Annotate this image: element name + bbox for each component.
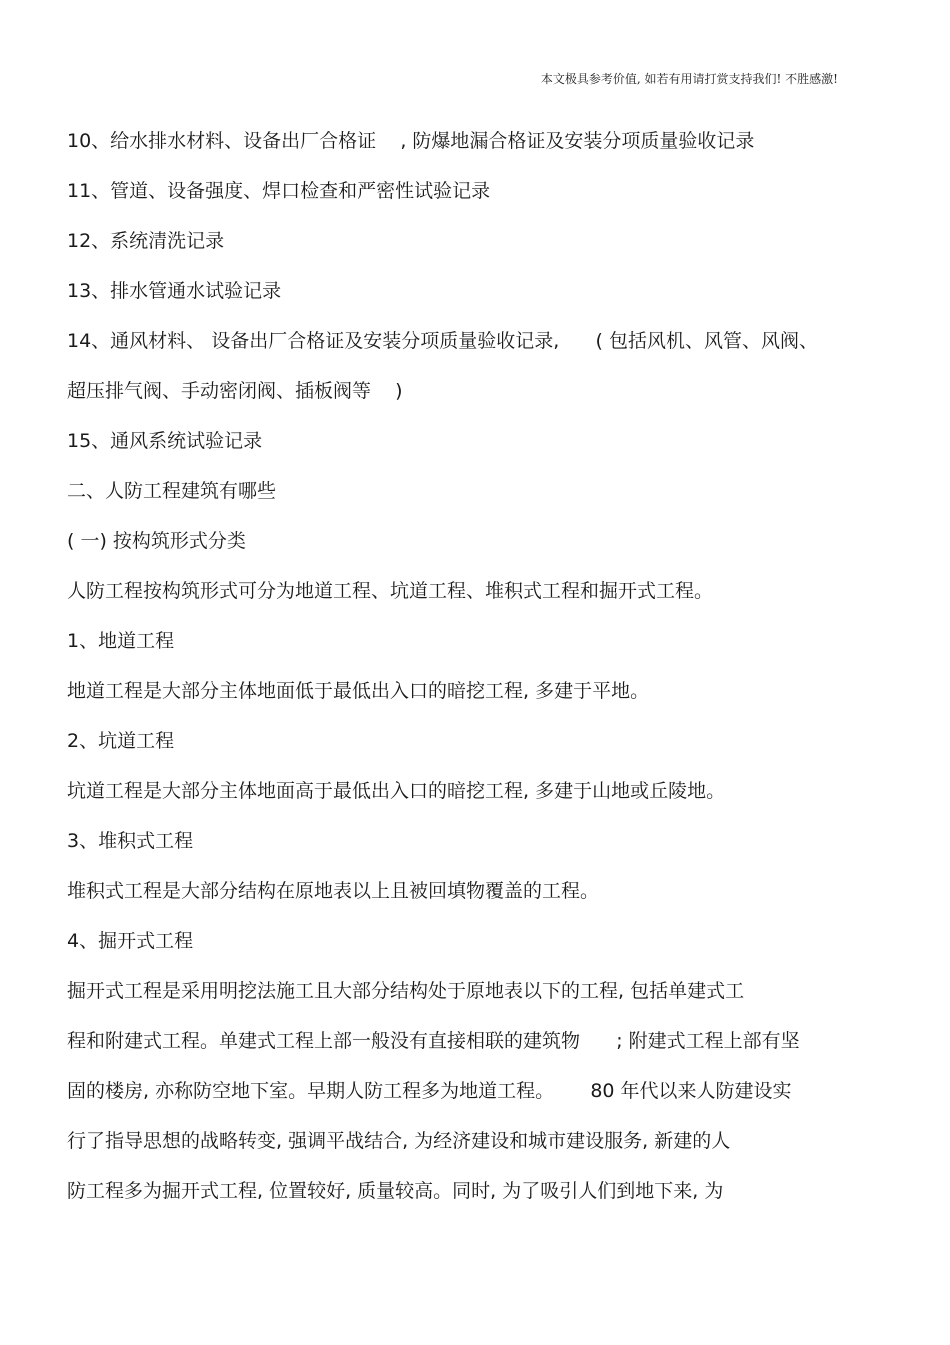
header-note: 本文极具参考价值, 如若有用请打赏支持我们! 不胜感激! [540,72,838,86]
item-heading: 1、地道工程 [67,630,175,652]
paragraph-line: 人防工程按构筑形式可分为地道工程、坑道工程、堆积式工程和掘开式工程。 [67,580,714,602]
text-line: 13、排水管通水试验记录 [67,280,282,302]
text-line: 12、系统清洗记录 [67,230,225,252]
text-line: 15、通风系统试验记录 [67,430,263,452]
subsection-heading: ( 一) 按构筑形式分类 [67,530,246,552]
paragraph-line: 地道工程是大部分主体地面低于最低出入口的暗挖工程, 多建于平地。 [67,680,650,702]
paragraph-line: 掘开式工程是采用明挖法施工且大部分结构处于原地表以下的工程, 包括单建式工 [67,980,745,1002]
paragraph-line: 坑道工程是大部分主体地面高于最低出入口的暗挖工程, 多建于山地或丘陵地。 [67,780,726,802]
item-heading: 2、坑道工程 [67,730,175,752]
document-body [67,126,887,1226]
section-heading: 二、人防工程建筑有哪些 [67,480,277,502]
text-line: 超压排气阀、手动密闭阀、插板阀等 ) [67,380,403,402]
text-line: 11、管道、设备强度、焊口检查和严密性试验记录 [67,180,491,202]
paragraph-line: 防工程多为掘开式工程, 位置较好, 质量较高。同时, 为了吸引人们到地下来, 为 [67,1180,724,1202]
item-heading: 4、掘开式工程 [67,930,194,952]
text-line: 14、通风材料、 设备出厂合格证及安装分项质量验收记录, ( 包括风机、风管、风阀、 [67,330,818,352]
paragraph-line: 行了指导思想的战略转变, 强调平战结合, 为经济建设和城市建设服务, 新建的人 [67,1130,731,1152]
paragraph-line: 堆积式工程是大部分结构在原地表以上且被回填物覆盖的工程。 [67,880,600,902]
paragraph-line: 程和附建式工程。单建式工程上部一般没有直接相联的建筑物 ; 附建式工程上部有坚 [67,1030,800,1052]
item-heading: 3、堆积式工程 [67,830,194,852]
paragraph-line: 固的楼房, 亦称防空地下室。早期人防工程多为地道工程。 80 年代以来人防建设实 [67,1080,792,1102]
text-line: 10、给水排水材料、设备出厂合格证 , 防爆地漏合格证及安装分项质量验收记录 [67,130,755,152]
